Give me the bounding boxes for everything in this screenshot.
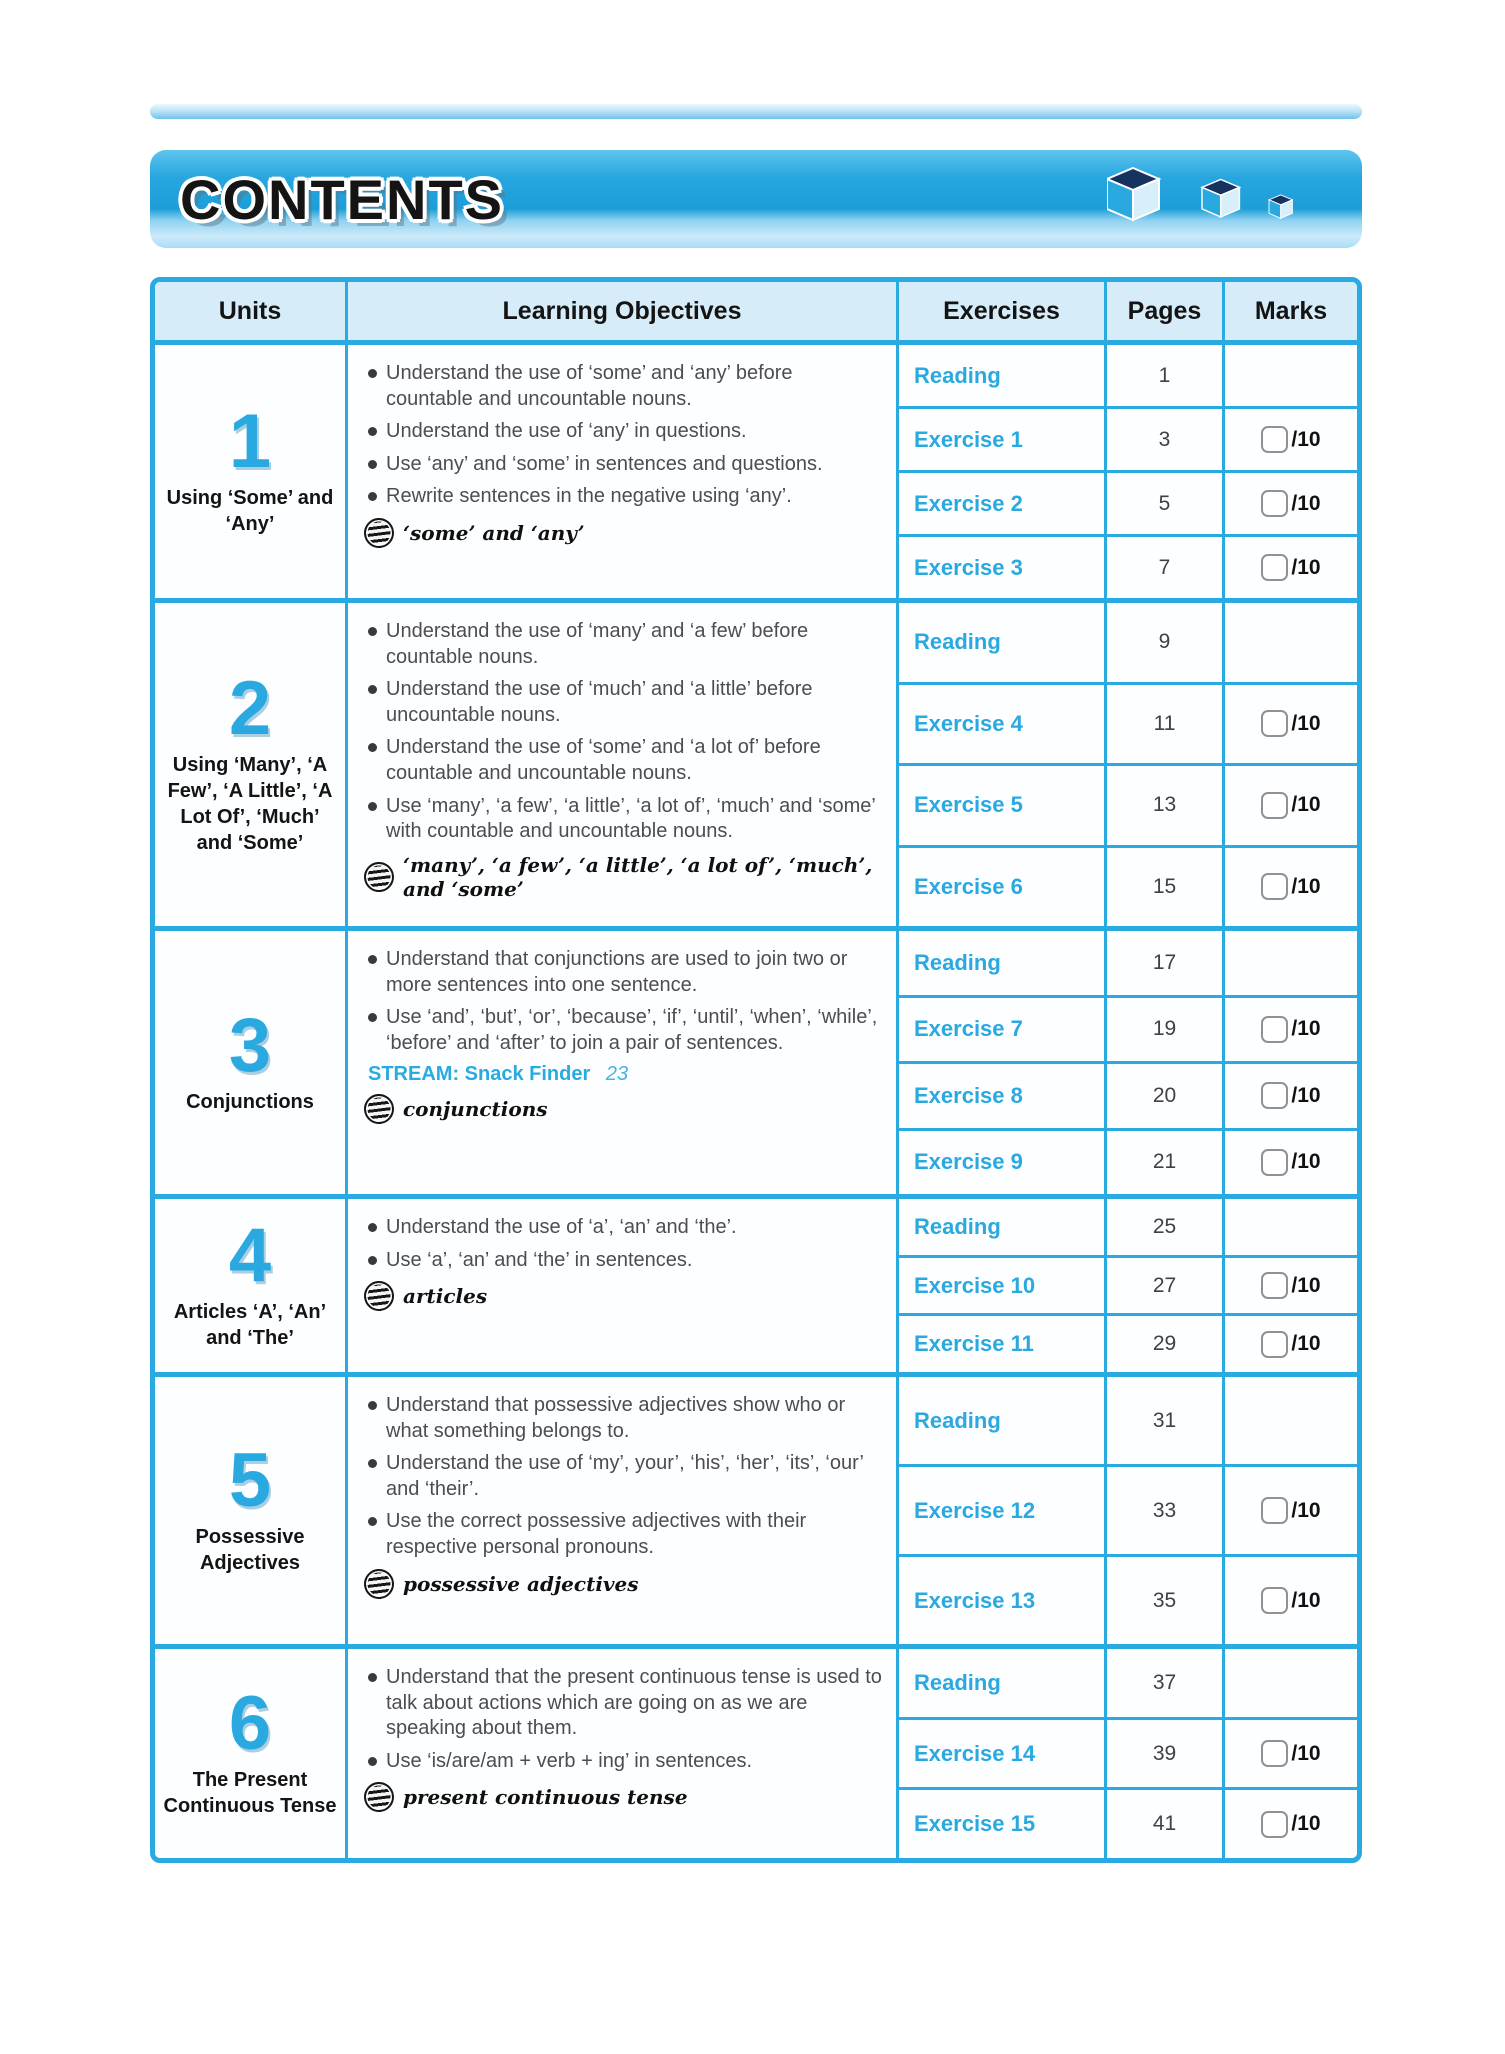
contents-banner xyxy=(150,150,1362,248)
marks-cell xyxy=(1225,473,1357,534)
toc-row xyxy=(899,534,1357,598)
marks-label: /10 xyxy=(1291,1273,1321,1297)
marks-label: /10 xyxy=(1291,874,1321,898)
marks-cell xyxy=(1225,1064,1357,1128)
marks-label: /10 xyxy=(1291,711,1321,735)
page-number: 1 xyxy=(1107,345,1225,406)
unit-row-1 xyxy=(155,340,1357,598)
objective-item: Understand the use of ‘some’ and ‘any’ before countable and uncountable nouns. xyxy=(362,361,882,412)
keywords-icon xyxy=(363,1781,396,1814)
marks-box xyxy=(1261,1497,1288,1524)
marks-box xyxy=(1261,1587,1288,1614)
objectives-list xyxy=(362,1393,882,1561)
stream-note xyxy=(368,1063,882,1086)
keywords-line xyxy=(364,1094,882,1124)
objectives-list xyxy=(362,947,882,1056)
toc-row xyxy=(899,931,1357,995)
marks-box xyxy=(1261,710,1288,737)
page-title: CONTENTS xyxy=(180,167,504,231)
page-number: 17 xyxy=(1107,931,1225,995)
objective-item: Use ‘any’ and ‘some’ in sentences and questions. xyxy=(362,452,882,478)
exercise-label: Exercise 7 xyxy=(899,998,1107,1062)
keywords-text: ‘many’, ‘a few’, ‘a little’, ‘a lot of’, ‘much’, and ‘some’ xyxy=(403,852,873,901)
marks-box xyxy=(1261,426,1288,453)
unit-cell xyxy=(155,603,348,926)
exercise-label: Exercise 9 xyxy=(899,1131,1107,1195)
toc-row xyxy=(899,406,1357,470)
keywords-text: possessive adjectives xyxy=(403,1571,639,1596)
marks-box xyxy=(1261,792,1288,819)
marks-label: /10 xyxy=(1291,1498,1321,1522)
page-number: 7 xyxy=(1107,537,1225,598)
exercise-label: Exercise 11 xyxy=(899,1316,1107,1372)
objectives-cell xyxy=(348,1199,899,1372)
marks-cell xyxy=(1225,685,1357,764)
marks-label: /10 xyxy=(1291,1332,1321,1356)
toc-row xyxy=(899,1464,1357,1554)
marks-cell xyxy=(1225,537,1357,598)
toc-row xyxy=(899,1128,1357,1195)
exercise-label: Exercise 5 xyxy=(899,766,1107,845)
page-number: 27 xyxy=(1107,1258,1225,1314)
objective-item: Understand the use of ‘my’, your’, ‘his’, ‘her’, ‘its’, ‘our’ and ‘their’. xyxy=(362,1451,882,1502)
marks-cell xyxy=(1225,1790,1357,1858)
objective-item: Use ‘many’, ‘a few’, ‘a little’, ‘a lot of’, ‘much’ and ‘some’ with countable and uncountable nouns. xyxy=(362,794,882,845)
unit-cell xyxy=(155,345,348,598)
marks-label: /10 xyxy=(1291,1083,1321,1107)
objective-item: Use ‘is/are/am + verb + ing’ in sentences. xyxy=(362,1749,882,1775)
exercise-label: Exercise 1 xyxy=(899,409,1107,470)
unit-row-3 xyxy=(155,926,1357,1194)
exercise-label: Reading xyxy=(899,1199,1107,1255)
objectives-list xyxy=(362,619,882,845)
keywords-line xyxy=(364,853,882,901)
marks-label: /10 xyxy=(1291,1741,1321,1765)
header-marks: Marks xyxy=(1254,296,1328,325)
objective-item: Use ‘a’, ‘an’ and ‘the’ in sentences. xyxy=(362,1248,882,1274)
exercise-label: Exercise 6 xyxy=(899,848,1107,927)
exercise-rows xyxy=(899,1377,1357,1644)
exercise-label: Exercise 13 xyxy=(899,1557,1107,1644)
toc-row xyxy=(899,1313,1357,1372)
marks-cell xyxy=(1225,1649,1357,1717)
marks-cell xyxy=(1225,931,1357,995)
exercise-label: Exercise 12 xyxy=(899,1467,1107,1554)
toc-row xyxy=(899,1061,1357,1128)
marks-cell xyxy=(1225,345,1357,406)
unit-cell xyxy=(155,1377,348,1644)
unit-title: Possessive Adjectives xyxy=(195,1525,305,1574)
objective-item: Rewrite sentences in the negative using ‘any’. xyxy=(362,484,882,510)
objectives-list xyxy=(362,361,882,510)
page-number: 15 xyxy=(1107,848,1225,927)
page-number: 21 xyxy=(1107,1131,1225,1195)
objectives-list xyxy=(362,1215,882,1273)
marks-cell xyxy=(1225,1467,1357,1554)
objective-item: Understand the use of ‘any’ in questions. xyxy=(362,419,882,445)
marks-label: /10 xyxy=(1291,1588,1321,1612)
objective-item: Understand the use of ‘a’, ‘an’ and ‘the’. xyxy=(362,1215,882,1241)
marks-box xyxy=(1261,554,1288,581)
objectives-cell xyxy=(348,931,899,1194)
page-number: 29 xyxy=(1107,1316,1225,1372)
objective-item: Understand that conjunctions are used to join two or more sentences into one sentence. xyxy=(362,947,882,998)
exercise-label: Reading xyxy=(899,931,1107,995)
marks-cell xyxy=(1225,603,1357,682)
marks-box xyxy=(1261,1811,1288,1838)
marks-cell xyxy=(1225,848,1357,927)
keywords-line xyxy=(364,1569,882,1599)
table-header-row xyxy=(155,282,1357,340)
marks-cell xyxy=(1225,1377,1357,1464)
header-units: Units xyxy=(155,282,348,340)
header-learning-objectives: Learning Objectives xyxy=(348,282,899,340)
exercise-rows xyxy=(899,345,1357,598)
unit-title: Articles ‘A’, ‘An’ and ‘The’ xyxy=(173,1300,327,1349)
toc-row xyxy=(899,603,1357,682)
objective-item: Understand the use of ‘much’ and ‘a little’ before uncountable nouns. xyxy=(362,677,882,728)
page-number: 19 xyxy=(1107,998,1225,1062)
toc-row xyxy=(899,763,1357,845)
objectives-cell xyxy=(348,345,899,598)
objectives-cell xyxy=(348,1377,899,1644)
exercise-rows xyxy=(899,603,1357,926)
keywords-icon xyxy=(363,1093,396,1126)
marks-label: /10 xyxy=(1291,1017,1321,1041)
unit-number: 3 xyxy=(228,1003,272,1089)
top-decorative-strip xyxy=(150,104,1362,119)
unit-number: 2 xyxy=(228,666,272,752)
unit-number: 5 xyxy=(228,1438,272,1524)
header-exercises: Exercises xyxy=(899,282,1107,340)
objective-item: Understand that possessive adjectives show who or what something belongs to. xyxy=(362,1393,882,1444)
unit-number: 4 xyxy=(228,1213,272,1299)
marks-box xyxy=(1261,490,1288,517)
exercise-label: Exercise 4 xyxy=(899,685,1107,764)
keywords-text: conjunctions xyxy=(403,1097,548,1122)
exercise-label: Reading xyxy=(899,603,1107,682)
toc-row xyxy=(899,345,1357,406)
keywords-line xyxy=(364,1782,882,1812)
objective-item: Understand the use of ‘some’ and ‘a lot of’ before countable and uncountable nouns. xyxy=(362,735,882,786)
page-number: 41 xyxy=(1107,1790,1225,1858)
page-number: 39 xyxy=(1107,1720,1225,1788)
marks-label: /10 xyxy=(1291,555,1321,579)
exercise-label: Reading xyxy=(899,345,1107,406)
marks-box xyxy=(1261,1740,1288,1767)
page-number: 31 xyxy=(1107,1377,1225,1464)
objectives-cell xyxy=(348,603,899,926)
toc-row xyxy=(899,470,1357,534)
keywords-icon xyxy=(363,1280,396,1313)
unit-cell xyxy=(155,1649,348,1858)
exercise-label: Exercise 8 xyxy=(899,1064,1107,1128)
marks-box xyxy=(1261,1331,1288,1358)
toc-row xyxy=(899,1255,1357,1314)
marks-cell xyxy=(1225,1258,1357,1314)
toc-row xyxy=(899,995,1357,1062)
objective-item: Use the correct possessive adjectives with their respective personal pronouns. xyxy=(362,1509,882,1560)
cubes-icon xyxy=(1107,166,1317,235)
unit-cell xyxy=(155,931,348,1194)
marks-cell xyxy=(1225,1316,1357,1372)
unit-title: Conjunctions xyxy=(186,1090,314,1113)
page-number: 9 xyxy=(1107,603,1225,682)
keywords-text: articles xyxy=(403,1284,488,1309)
unit-row-5 xyxy=(155,1372,1357,1644)
toc-table xyxy=(150,277,1362,1863)
toc-row xyxy=(899,682,1357,764)
marks-box xyxy=(1261,1082,1288,1109)
toc-row xyxy=(899,1377,1357,1464)
unit-row-2 xyxy=(155,598,1357,926)
exercise-label: Reading xyxy=(899,1377,1107,1464)
exercise-label: Exercise 2 xyxy=(899,473,1107,534)
keywords-line xyxy=(364,1281,882,1311)
marks-box xyxy=(1261,1016,1288,1043)
marks-label: /10 xyxy=(1291,1812,1321,1836)
marks-label: /10 xyxy=(1291,793,1321,817)
marks-cell xyxy=(1225,1131,1357,1195)
marks-box xyxy=(1261,873,1288,900)
exercise-rows xyxy=(899,1649,1357,1858)
stream-label: STREAM: Snack Finder xyxy=(368,1063,591,1086)
marks-cell xyxy=(1225,766,1357,845)
marks-cell xyxy=(1225,1720,1357,1788)
page-number: 11 xyxy=(1107,685,1225,764)
marks-label: /10 xyxy=(1291,427,1321,451)
page-number: 13 xyxy=(1107,766,1225,845)
marks-label: /10 xyxy=(1291,491,1321,515)
keywords-line xyxy=(364,518,882,548)
unit-number: 6 xyxy=(228,1681,272,1767)
unit-number: 1 xyxy=(228,399,272,485)
marks-box xyxy=(1261,1272,1288,1299)
unit-row-4 xyxy=(155,1194,1357,1372)
stream-page-number: 23 xyxy=(605,1063,629,1086)
page-number: 35 xyxy=(1107,1557,1225,1644)
unit-title: Using ‘Some’ and ‘Any’ xyxy=(166,486,334,535)
keywords-text: ‘some’ and ‘any’ xyxy=(403,520,585,545)
unit-title: Using ‘Many’, ‘A Few’, ‘A Little’, ‘A Lot Of’, ‘Much’ and ‘Some’ xyxy=(167,753,333,854)
objective-item: Use ‘and’, ‘but’, ‘or’, ‘because’, ‘if’, ‘until’, ‘when’, ‘while’, ‘before’ and ‘after’ to join a pair of sentences. xyxy=(362,1005,882,1056)
objective-item: Understand that the present continuous tense is used to talk about actions which are going on as we are speaking about them. xyxy=(362,1665,882,1742)
keywords-icon xyxy=(363,1567,396,1600)
objectives-cell xyxy=(348,1649,899,1858)
exercise-label: Exercise 3 xyxy=(899,537,1107,598)
toc-row xyxy=(899,845,1357,927)
exercise-label: Reading xyxy=(899,1649,1107,1717)
unit-cell xyxy=(155,1199,348,1372)
toc-row xyxy=(899,1199,1357,1255)
page-number: 37 xyxy=(1107,1649,1225,1717)
keywords-icon xyxy=(363,860,396,893)
toc-row xyxy=(899,1649,1357,1717)
keywords-text: present continuous tense xyxy=(403,1785,688,1810)
exercise-rows xyxy=(899,931,1357,1194)
unit-title: The Present Continuous Tense xyxy=(163,1768,337,1817)
marks-label: /10 xyxy=(1291,1150,1321,1174)
unit-row-6 xyxy=(155,1644,1357,1858)
page-number: 3 xyxy=(1107,409,1225,470)
page-number: 33 xyxy=(1107,1467,1225,1554)
keywords-icon xyxy=(363,517,396,550)
exercise-label: Exercise 14 xyxy=(899,1720,1107,1788)
marks-cell xyxy=(1225,409,1357,470)
marks-cell xyxy=(1225,1199,1357,1255)
objective-item: Understand the use of ‘many’ and ‘a few’ before countable nouns. xyxy=(362,619,882,670)
toc-row xyxy=(899,1787,1357,1858)
exercise-rows xyxy=(899,1199,1357,1372)
header-pages: Pages xyxy=(1107,282,1225,340)
marks-box xyxy=(1261,1149,1288,1176)
marks-cell xyxy=(1225,998,1357,1062)
objectives-list xyxy=(362,1665,882,1774)
toc-row xyxy=(899,1717,1357,1788)
page-number: 5 xyxy=(1107,473,1225,534)
exercise-label: Exercise 10 xyxy=(899,1258,1107,1314)
page-number: 25 xyxy=(1107,1199,1225,1255)
page-number: 20 xyxy=(1107,1064,1225,1128)
toc-row xyxy=(899,1554,1357,1644)
exercise-label: Exercise 15 xyxy=(899,1790,1107,1858)
marks-cell xyxy=(1225,1557,1357,1644)
